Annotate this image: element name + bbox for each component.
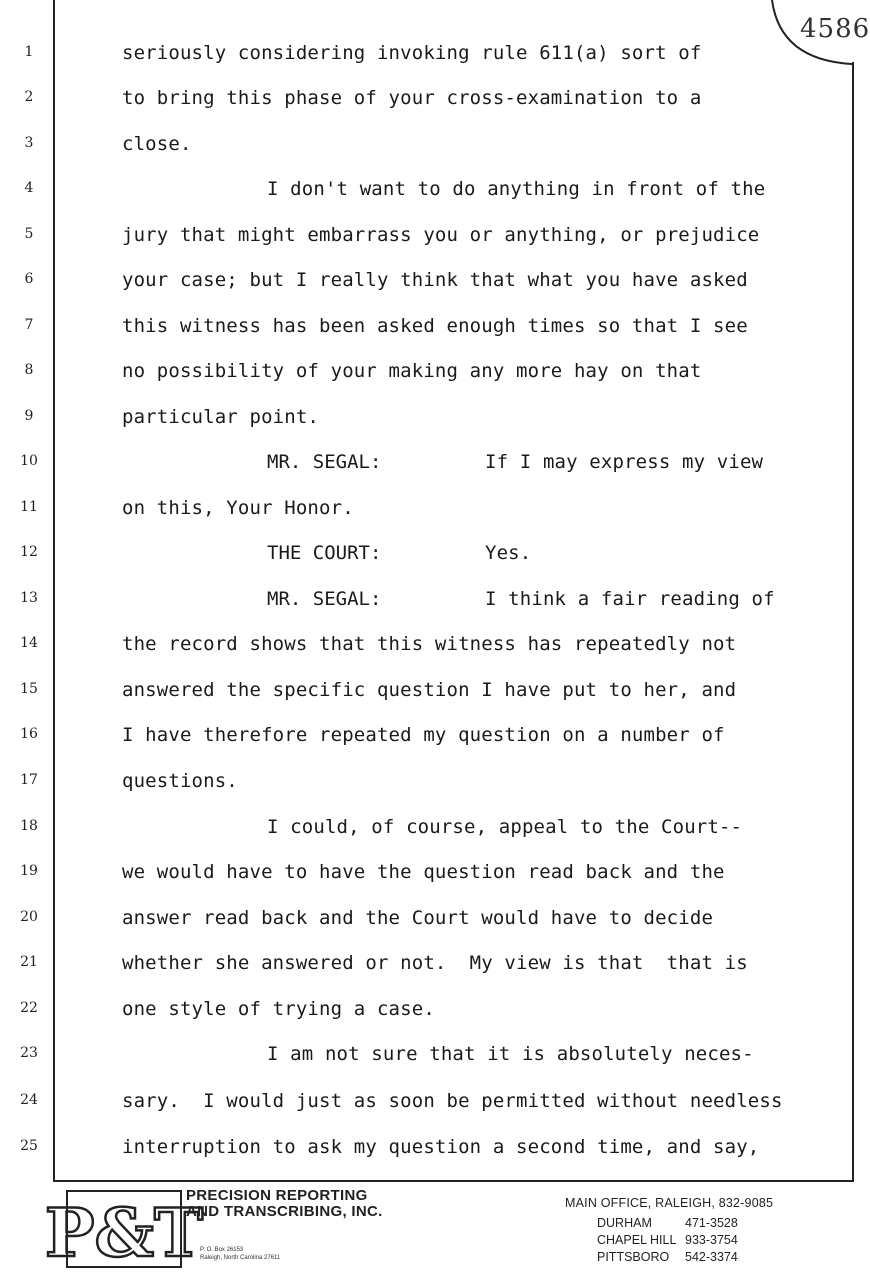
office-name: PITTSBORO: [597, 1250, 670, 1264]
firm-address-line1: P. O. Box 26153: [200, 1247, 244, 1253]
bottom-margin-rule: [53, 1180, 854, 1182]
transcript-line: one style of trying a case.: [122, 998, 435, 1020]
office-phone: 933-3754: [685, 1233, 738, 1247]
transcript-line: the record shows that this witness has repeatedly not: [122, 633, 737, 655]
line-number: 4: [24, 180, 34, 196]
transcript-line: no possibility of your making any more hay on that: [122, 360, 702, 382]
line-number: 23: [20, 1045, 38, 1061]
office-name: DURHAM: [597, 1216, 652, 1230]
transcript-line: close.: [122, 133, 192, 155]
office-phone: 542-3374: [685, 1250, 738, 1264]
line-number: 7: [24, 317, 34, 333]
line-number: 3: [24, 135, 34, 151]
line-number: 5: [24, 226, 34, 242]
transcript-line: If I may express my view: [485, 451, 764, 473]
line-number: 25: [20, 1138, 38, 1154]
transcript-line: I could, of course, appeal to the Court--: [267, 816, 743, 838]
line-number: 6: [24, 271, 34, 287]
transcript-line: we would have to have the question read back and the: [122, 861, 725, 883]
firm-address: [200, 1246, 280, 1262]
line-number: 22: [20, 1000, 38, 1016]
line-number: 12: [20, 544, 38, 560]
line-number: 11: [20, 499, 38, 515]
transcript-line: answered the specific question I have put to her, and: [122, 679, 737, 701]
transcript-line: your case; but I really think that what you have asked: [122, 269, 748, 291]
line-number: 16: [20, 726, 38, 742]
line-number: 1: [24, 44, 34, 60]
line-number: 8: [24, 362, 34, 378]
office-durham: [597, 1216, 738, 1230]
page-number: 4586: [800, 14, 870, 44]
firm-logo: [44, 1190, 204, 1272]
transcript-line: I think a fair reading of: [485, 588, 775, 610]
transcript-line: jury that might embarrass you or anything, or prejudice: [122, 224, 760, 246]
transcript-line: Yes.: [485, 542, 532, 564]
office-phone: 471-3528: [685, 1216, 738, 1230]
main-office: MAIN OFFICE, RALEIGH, 832-9085: [565, 1196, 774, 1210]
line-number: 21: [20, 954, 38, 970]
line-number: 17: [20, 772, 38, 788]
transcript-line: particular point.: [122, 406, 320, 428]
firm-name: [186, 1188, 383, 1220]
speaker-label: MR. SEGAL:: [267, 451, 382, 473]
line-number: 9: [24, 408, 34, 424]
office-pittsboro: [597, 1250, 738, 1264]
line-number: 24: [20, 1092, 38, 1108]
office-chapel-hill: [597, 1233, 738, 1247]
firm-address-line2: Raleigh, North Carolina 27611: [200, 1255, 281, 1261]
transcript-line: whether she answered or not. My view is that that is: [122, 952, 748, 974]
transcript-line: answer read back and the Court would have to decide: [122, 907, 714, 929]
transcript-line: to bring this phase of your cross-examination to a: [122, 87, 702, 109]
transcript-line: on this, Your Honor.: [122, 497, 354, 519]
left-margin-rule: [53, 0, 55, 1182]
line-number: 2: [24, 89, 34, 105]
transcript-line: I don't want to do anything in front of the: [267, 178, 766, 200]
line-number: 19: [20, 863, 38, 879]
transcript-line: this witness has been asked enough times so that I see: [122, 315, 748, 337]
transcript-line: interruption to ask my question a second time, and say,: [122, 1136, 760, 1158]
speaker-label: THE COURT:: [267, 542, 382, 564]
speaker-label: MR. SEGAL:: [267, 588, 382, 610]
line-number: 14: [20, 635, 38, 651]
logo-text: P&T: [44, 1194, 204, 1272]
line-number: 15: [20, 681, 38, 697]
line-number: 13: [20, 590, 38, 606]
right-margin-rule: [852, 62, 854, 1182]
transcript-line: sary. I would just as soon be permitted without needless: [122, 1090, 783, 1112]
firm-name-line2: AND TRANSCRIBING, INC.: [186, 1203, 383, 1220]
transcript-line: I have therefore repeated my question on a number of: [122, 724, 725, 746]
office-name: CHAPEL HILL: [597, 1233, 677, 1247]
transcript-line: seriously considering invoking rule 611(a) sort of: [122, 42, 702, 64]
transcript-line: questions.: [122, 770, 238, 792]
line-number: 10: [20, 453, 38, 469]
firm-name-line1: PRECISION REPORTING: [186, 1187, 368, 1204]
line-number: 20: [20, 909, 38, 925]
transcript-line: I am not sure that it is absolutely neces-: [267, 1043, 754, 1065]
line-number: 18: [20, 818, 38, 834]
